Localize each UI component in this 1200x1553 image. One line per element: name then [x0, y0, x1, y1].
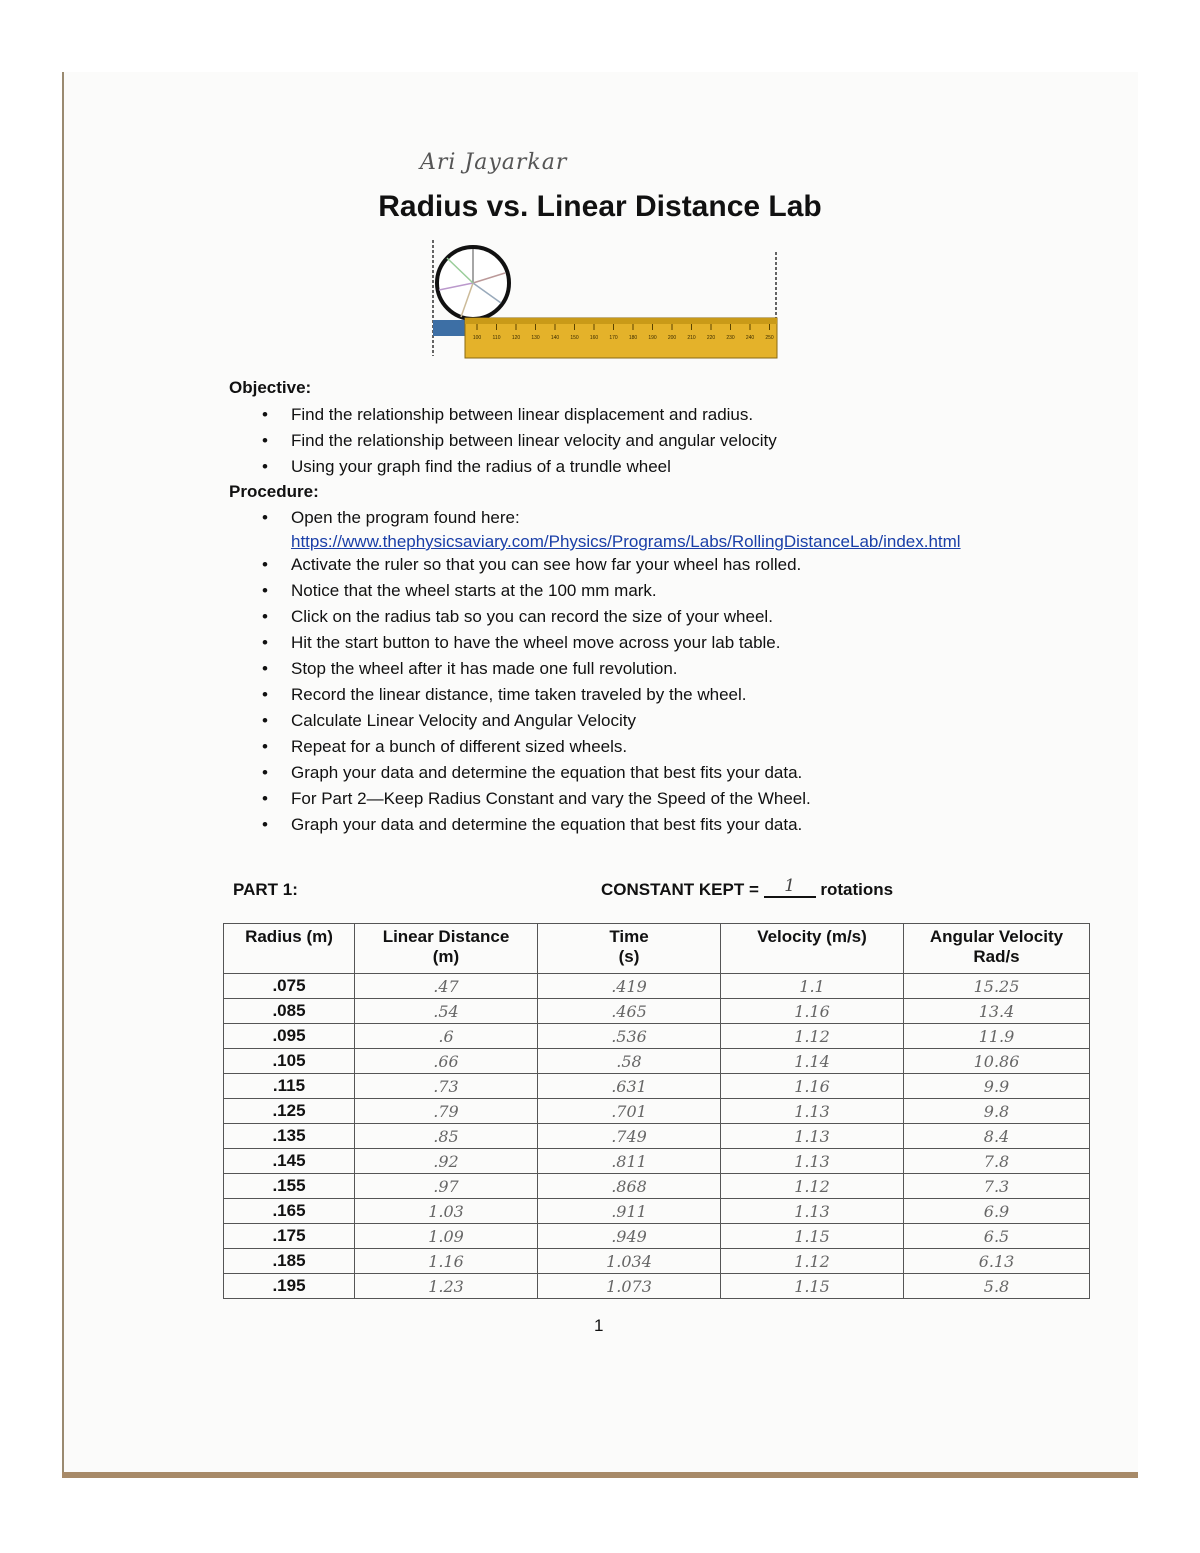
linear-distance-cell[interactable]: .97: [355, 1174, 538, 1199]
radius-cell: .075: [224, 974, 355, 999]
angular-velocity-cell[interactable]: 8.4: [904, 1124, 1090, 1149]
velocity-cell[interactable]: 1.13: [721, 1124, 904, 1149]
time-cell[interactable]: .465: [538, 999, 721, 1024]
objective-item: • Find the relationship between linear displacement and radius.: [258, 402, 1018, 428]
time-cell[interactable]: .911: [538, 1199, 721, 1224]
table-row: [224, 1049, 1090, 1074]
procedure-open-text: Open the program found here:: [291, 508, 520, 527]
procedure-item: • Activate the ruler so that you can see how far your wheel has rolled.: [258, 552, 1018, 578]
angular-velocity-cell[interactable]: 9.9: [904, 1074, 1090, 1099]
angular-velocity-cell[interactable]: 6.5: [904, 1224, 1090, 1249]
radius-cell: .085: [224, 999, 355, 1024]
ruler-tick-label: 110: [492, 335, 501, 341]
time-cell[interactable]: .58: [538, 1049, 721, 1074]
velocity-cell[interactable]: 1.1: [721, 974, 904, 999]
paper-bottom-edge: [62, 1472, 1138, 1478]
angular-velocity-cell[interactable]: 5.8: [904, 1274, 1090, 1299]
linear-distance-cell[interactable]: .66: [355, 1049, 538, 1074]
linear-distance-cell[interactable]: .92: [355, 1149, 538, 1174]
ruler-tick-label: 240: [745, 335, 755, 341]
header-linear-distance: Linear Distance (m): [355, 924, 538, 974]
data-table: [223, 923, 1090, 1299]
angular-velocity-cell[interactable]: 11.9: [904, 1024, 1090, 1049]
table-row: [224, 1099, 1090, 1124]
linear-distance-cell[interactable]: .6: [355, 1024, 538, 1049]
velocity-cell[interactable]: 1.12: [721, 1024, 904, 1049]
objective-item: • Using your graph find the radius of a trundle wheel: [258, 454, 1018, 480]
time-cell[interactable]: .868: [538, 1174, 721, 1199]
ruler-tick-label: 180: [628, 335, 638, 341]
ruler-tick-label: 170: [609, 335, 618, 341]
constant-value-field[interactable]: 1: [764, 876, 816, 898]
procedure-item: • Graph your data and determine the equation that best fits your data.: [258, 812, 1018, 838]
table-row: [224, 1174, 1090, 1199]
procedure-item: • Graph your data and determine the equation that best fits your data.: [258, 760, 1018, 786]
table-header-row: [224, 924, 1090, 974]
table-row: [224, 1024, 1090, 1049]
radius-cell: .135: [224, 1124, 355, 1149]
ruler-tick-label: 100: [472, 335, 482, 341]
radius-cell: .145: [224, 1149, 355, 1174]
linear-distance-cell[interactable]: 1.09: [355, 1224, 538, 1249]
linear-distance-cell[interactable]: .73: [355, 1074, 538, 1099]
time-cell[interactable]: .949: [538, 1224, 721, 1249]
time-cell[interactable]: 1.073: [538, 1274, 721, 1299]
table-row: [224, 1249, 1090, 1274]
procedure-item: • Click on the radius tab so you can record the size of your wheel.: [258, 604, 1018, 630]
angular-velocity-cell[interactable]: 15.25: [904, 974, 1090, 999]
angular-velocity-cell[interactable]: 9.8: [904, 1099, 1090, 1124]
ruler-tick-label: 150: [570, 335, 579, 341]
table-row: [224, 1274, 1090, 1299]
ruler-tick-label: 130: [531, 335, 540, 341]
program-link[interactable]: https://www.thephysicsaviary.com/Physics/Programs/Labs/RollingDistanceLab/index.html: [291, 532, 961, 551]
procedure-item: • Repeat for a bunch of different sized wheels.: [258, 734, 1018, 760]
handwritten-signature: Ari Jayarkar: [420, 150, 568, 175]
ruler-tick-label: 140: [550, 335, 560, 341]
table-row: [224, 1224, 1090, 1249]
velocity-cell[interactable]: 1.14: [721, 1049, 904, 1074]
velocity-cell[interactable]: 1.13: [721, 1099, 904, 1124]
objective-list: [258, 402, 1018, 480]
radius-cell: .105: [224, 1049, 355, 1074]
procedure-item: • Record the linear distance, time taken traveled by the wheel.: [258, 682, 1018, 708]
velocity-cell[interactable]: 1.15: [721, 1274, 904, 1299]
part1-label: PART 1:: [233, 880, 298, 899]
linear-distance-cell[interactable]: .54: [355, 999, 538, 1024]
table-row: [224, 1199, 1090, 1224]
procedure-item: • Hit the start button to have the wheel move across your lab table.: [258, 630, 1018, 656]
radius-cell: .095: [224, 1024, 355, 1049]
table-row: [224, 1074, 1090, 1099]
radius-cell: .165: [224, 1199, 355, 1224]
velocity-cell[interactable]: 1.13: [721, 1199, 904, 1224]
procedure-item-open: [258, 505, 1018, 552]
linear-distance-cell[interactable]: 1.16: [355, 1249, 538, 1274]
page-title: Radius vs. Linear Distance Lab: [378, 190, 822, 223]
radius-cell: .125: [224, 1099, 355, 1124]
procedure-item: • Stop the wheel after it has made one full revolution.: [258, 656, 1018, 682]
ruler-tick-label: 190: [648, 335, 657, 341]
velocity-cell[interactable]: 1.13: [721, 1149, 904, 1174]
table-row: [224, 1124, 1090, 1149]
velocity-cell[interactable]: 1.12: [721, 1174, 904, 1199]
ruler-tick-label: 200: [667, 335, 677, 341]
angular-velocity-cell[interactable]: 13.4: [904, 999, 1090, 1024]
header-time: Time (s): [538, 924, 721, 974]
procedure-heading: Procedure:: [229, 482, 319, 501]
time-cell[interactable]: .701: [538, 1099, 721, 1124]
linear-distance-cell[interactable]: 1.23: [355, 1274, 538, 1299]
radius-cell: .195: [224, 1274, 355, 1299]
linear-distance-cell[interactable]: .47: [355, 974, 538, 999]
time-cell[interactable]: .811: [538, 1149, 721, 1174]
wheel-ruler-diagram: [425, 238, 785, 360]
ruler-tick-label: 230: [726, 335, 735, 341]
header-velocity: Velocity (m/s): [721, 924, 904, 974]
procedure-item: • Calculate Linear Velocity and Angular Velocity: [258, 708, 1018, 734]
angular-velocity-cell[interactable]: 10.86: [904, 1049, 1090, 1074]
procedure-item: • For Part 2—Keep Radius Constant and vary the Speed of the Wheel.: [258, 786, 1018, 812]
radius-cell: .185: [224, 1249, 355, 1274]
ruler-tick-label: 120: [511, 335, 521, 341]
ruler-tick-label: 160: [589, 335, 599, 341]
time-cell[interactable]: .749: [538, 1124, 721, 1149]
velocity-cell[interactable]: 1.15: [721, 1224, 904, 1249]
time-cell[interactable]: 1.034: [538, 1249, 721, 1274]
velocity-cell[interactable]: 1.12: [721, 1249, 904, 1274]
linear-distance-cell[interactable]: 1.03: [355, 1199, 538, 1224]
angular-velocity-cell[interactable]: 6.13: [904, 1249, 1090, 1274]
angular-velocity-cell[interactable]: 6.9: [904, 1199, 1090, 1224]
angular-velocity-cell[interactable]: 7.3: [904, 1174, 1090, 1199]
procedure-item: • Notice that the wheel starts at the 100 mm mark.: [258, 578, 1018, 604]
table-body: [224, 974, 1090, 1299]
constant-unit: rotations: [820, 880, 894, 899]
header-radius: Radius (m): [224, 924, 355, 974]
ruler-tick-label: 210: [687, 335, 696, 341]
ruler-tick-label: 220: [706, 335, 716, 341]
wheel-icon: [437, 247, 509, 319]
table-row: [224, 999, 1090, 1024]
linear-distance-cell[interactable]: .85: [355, 1124, 538, 1149]
radius-cell: .175: [224, 1224, 355, 1249]
time-cell[interactable]: .419: [538, 974, 721, 999]
linear-distance-cell[interactable]: .79: [355, 1099, 538, 1124]
table-row: [224, 974, 1090, 999]
time-cell[interactable]: .536: [538, 1024, 721, 1049]
constant-label: CONSTANT KEPT =: [601, 880, 759, 899]
radius-cell: .155: [224, 1174, 355, 1199]
velocity-cell[interactable]: 1.16: [721, 999, 904, 1024]
objective-item: • Find the relationship between linear velocity and angular velocity: [258, 428, 1018, 454]
radius-cell: .115: [224, 1074, 355, 1099]
objective-heading: Objective:: [229, 378, 312, 397]
page-number: 1: [594, 1316, 604, 1335]
time-cell[interactable]: .631: [538, 1074, 721, 1099]
procedure-list: [258, 505, 1018, 838]
velocity-cell[interactable]: 1.16: [721, 1074, 904, 1099]
table-row: [224, 1149, 1090, 1174]
constant-kept: [601, 876, 894, 902]
ruler-tick-label: 250: [765, 335, 774, 341]
header-angular-velocity: Angular Velocity Rad/s: [904, 924, 1090, 974]
angular-velocity-cell[interactable]: 7.8: [904, 1149, 1090, 1174]
